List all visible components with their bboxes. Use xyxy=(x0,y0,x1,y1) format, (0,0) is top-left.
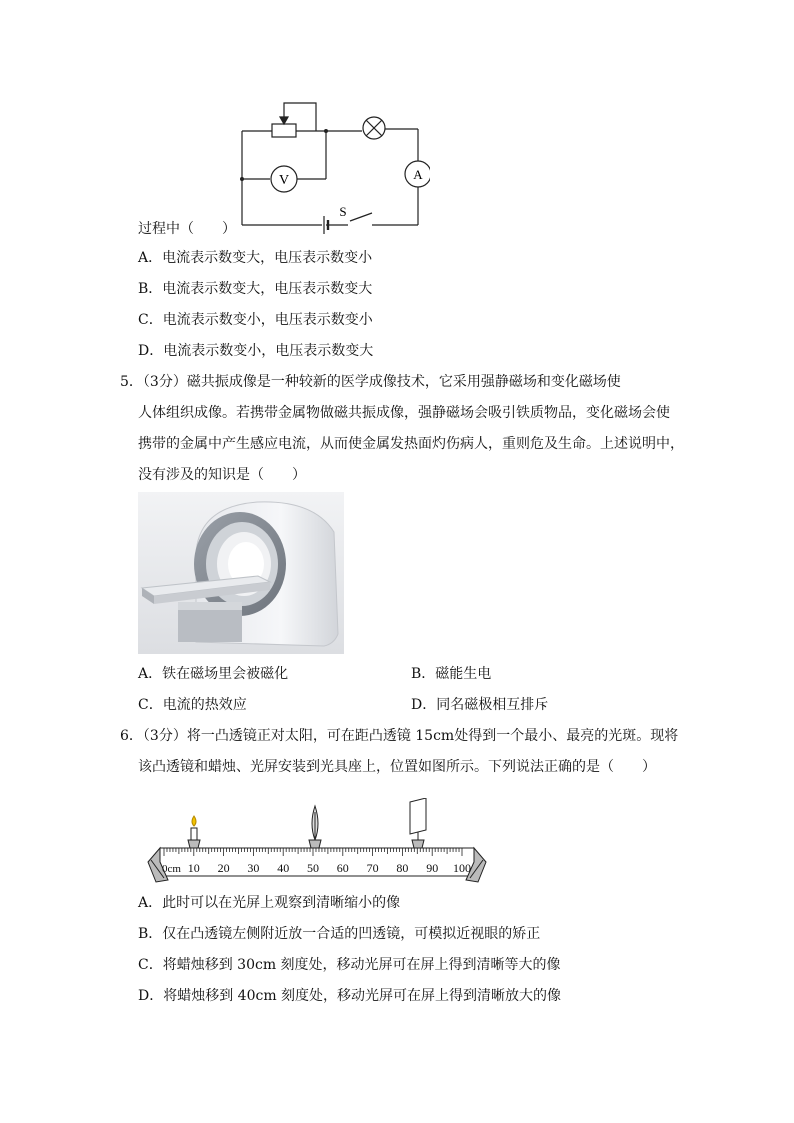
q4-stem-tail: 过程中（ ） xyxy=(138,221,236,237)
q5-stem-line-1: 5．（3分）磁共振成像是一种较新的医学成像技术，它采用强静磁场和变化磁场使 xyxy=(120,374,621,390)
ruler-unit-label: 0cm xyxy=(162,863,181,875)
ruler-tick-label: 30 xyxy=(247,861,260,875)
light-screen xyxy=(410,798,426,848)
q5-stem-line-2: 人体组织成像。若携带金属物做磁共振成像，强静磁场会吸引铁质物品，变化磁场会使 xyxy=(138,405,670,421)
ruler-tick-label: 60 xyxy=(336,861,349,875)
circuit-diagram xyxy=(230,95,430,235)
q6-stem-line-2: 该凸透镜和蜡烛、光屏安装到光具座上，位置如图所示。下列说法正确的是（ ） xyxy=(138,759,656,775)
ruler-tick-label: 90 xyxy=(426,861,439,875)
convex-lens xyxy=(309,806,321,848)
q5-stem-line-3: 携带的金属中产生感应电流，从而使金属发热面灼伤病人，重则危及生命。上述说明中， xyxy=(138,436,684,452)
q4-option-a[interactable]: A．电流表示数变大，电压表示数变小 xyxy=(138,250,373,266)
q5-option-b[interactable]: B．磁能生电 xyxy=(411,666,492,682)
ruler-tick-label: 20 xyxy=(217,861,230,875)
voltmeter-label: V xyxy=(278,173,290,188)
q6-option-a[interactable]: A．此时可以在光屏上观察到清晰缩小的像 xyxy=(138,895,401,911)
candle xyxy=(188,816,200,848)
ruler-tick-label: 80 xyxy=(396,861,409,875)
switch-label: S xyxy=(339,204,347,219)
ruler-tick-label: 50 xyxy=(307,861,319,875)
q4-option-d[interactable]: D．电流表示数变小，电压表示数变大 xyxy=(138,343,374,359)
optical-bench-diagram xyxy=(140,798,495,886)
mri-scanner-image xyxy=(138,492,344,654)
q5-option-d[interactable]: D．同名磁极相互排斥 xyxy=(411,697,549,713)
q5-option-c[interactable]: C．电流的热效应 xyxy=(138,697,247,713)
q5-option-a[interactable]: A．铁在磁场里会被磁化 xyxy=(138,666,289,682)
ammeter-label: A xyxy=(413,167,423,182)
rheostat xyxy=(272,124,296,137)
q6-option-b[interactable]: B．仅在凸透镜左侧附近放一合适的凹透镜，可模拟近视眼的矫正 xyxy=(138,926,541,942)
ruler-tick-label: 100 xyxy=(453,861,471,875)
q6-stem-line-1: 6．（3分）将一凸透镜正对太阳，可在距凸透镜 15cm处得到一个最小、最亮的光斑。现将 xyxy=(120,728,679,744)
q6-option-c[interactable]: C．将蜡烛移到 30cm 刻度处，移动光屏可在屏上得到清晰等大的像 xyxy=(138,957,561,973)
q4-option-c[interactable]: C．电流表示数变小，电压表示数变小 xyxy=(138,312,373,328)
q4-option-b[interactable]: B．电流表示数变大，电压表示数变大 xyxy=(138,281,373,297)
ruler-tick-label: 70 xyxy=(366,861,379,875)
q6-option-d[interactable]: D．将蜡烛移到 40cm 刻度处，移动光屏可在屏上得到清晰放大的像 xyxy=(138,988,562,1004)
q5-stem-line-4: 没有涉及的知识是（ ） xyxy=(138,467,306,483)
ruler-tick-label: 10 xyxy=(187,861,200,875)
ruler-tick-label: 40 xyxy=(277,861,290,875)
